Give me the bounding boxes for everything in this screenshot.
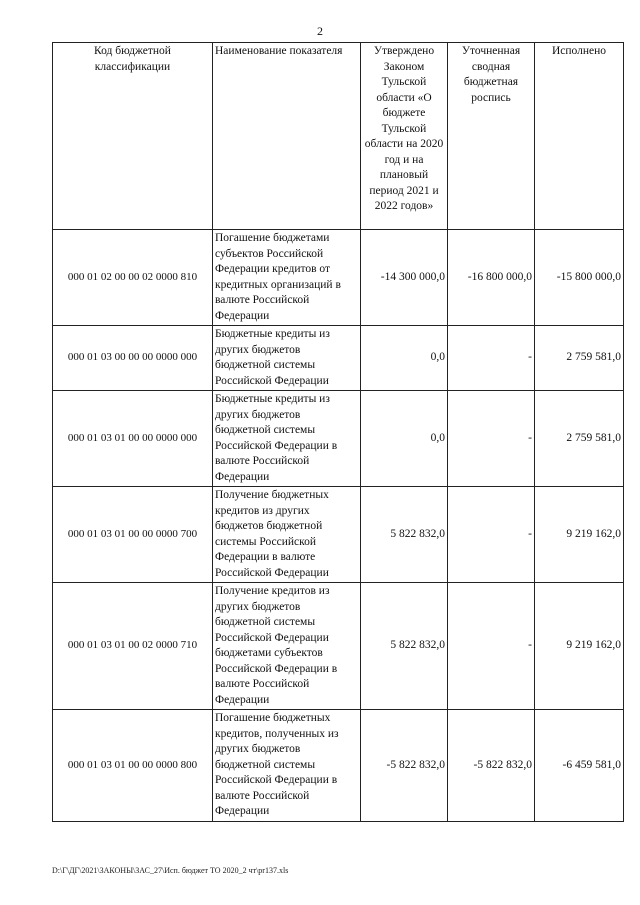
row-refined: - bbox=[448, 487, 535, 583]
table-row bbox=[53, 230, 624, 326]
row-code: 000 01 03 01 00 02 0000 710 bbox=[53, 583, 213, 710]
row-executed: 9 219 162,0 bbox=[535, 583, 624, 710]
row-refined: -5 822 832,0 bbox=[448, 710, 535, 822]
row-name: Получение бюджетных кредитов из других бюджетов бюджетной системы Российской Федерации в валюте Российской Федерации bbox=[213, 487, 361, 583]
row-approved: 0,0 bbox=[361, 391, 448, 487]
row-name: Бюджетные кредиты из других бюджетов бюджетной системы Российской Федерации в валюте Российской Федерации bbox=[213, 391, 361, 487]
row-executed: 2 759 581,0 bbox=[535, 391, 624, 487]
row-approved: 0,0 bbox=[361, 326, 448, 391]
row-refined: - bbox=[448, 326, 535, 391]
table-row bbox=[53, 391, 624, 487]
row-approved: -14 300 000,0 bbox=[361, 230, 448, 326]
row-refined: - bbox=[448, 391, 535, 487]
row-name: Бюджетные кредиты из других бюджетов бюджетной системы Российской Федерации bbox=[213, 326, 361, 391]
footer-file-path: D:\Г\ДГ\2021\ЗАКОНЫ\ЗАС_27\Исп. бюджет ТО 2020_2 чт\pr137.xls bbox=[52, 866, 289, 875]
row-code: 000 01 03 01 00 00 0000 000 bbox=[53, 391, 213, 487]
row-approved: 5 822 832,0 bbox=[361, 583, 448, 710]
row-name: Погашение бюджетами субъектов Российской Федерации кредитов от кредитных организаций в валюте Российской Федерации bbox=[213, 230, 361, 326]
row-executed: 9 219 162,0 bbox=[535, 487, 624, 583]
row-approved: -5 822 832,0 bbox=[361, 710, 448, 822]
header-approved: Утверждено Законом Тульской области «О бюджете Тульской области на 2020 год и на плановый период 2021 и 2022 годов» bbox=[361, 43, 448, 230]
table-row bbox=[53, 487, 624, 583]
row-code: 000 01 03 00 00 00 0000 000 bbox=[53, 326, 213, 391]
page-number: 2 bbox=[317, 24, 323, 38]
header-executed: Исполнено bbox=[535, 43, 624, 230]
row-executed: -6 459 581,0 bbox=[535, 710, 624, 822]
header-refined: Уточненная сводная бюджетная роспись bbox=[448, 43, 535, 230]
row-name: Получение кредитов из других бюджетов бюджетной системы Российской Федерации бюджетами субъектов Российской Федерации в валюте Российской Федерации bbox=[213, 583, 361, 710]
row-approved: 5 822 832,0 bbox=[361, 487, 448, 583]
header-name: Наименование показателя bbox=[213, 43, 361, 230]
row-refined: -16 800 000,0 bbox=[448, 230, 535, 326]
table-row bbox=[53, 710, 624, 822]
table-row bbox=[53, 326, 624, 391]
header-code: Код бюджетной классификации bbox=[53, 43, 213, 230]
row-executed: -15 800 000,0 bbox=[535, 230, 624, 326]
budget-table bbox=[52, 42, 624, 822]
row-name: Погашение бюджетных кредитов, полученных из других бюджетов бюджетной системы Российской Федерации в валюте Российской Федерации bbox=[213, 710, 361, 822]
table-row bbox=[53, 583, 624, 710]
row-code: 000 01 03 01 00 00 0000 800 bbox=[53, 710, 213, 822]
row-code: 000 01 02 00 00 02 0000 810 bbox=[53, 230, 213, 326]
table-header-row bbox=[53, 43, 624, 230]
row-executed: 2 759 581,0 bbox=[535, 326, 624, 391]
row-refined: - bbox=[448, 583, 535, 710]
row-code: 000 01 03 01 00 00 0000 700 bbox=[53, 487, 213, 583]
